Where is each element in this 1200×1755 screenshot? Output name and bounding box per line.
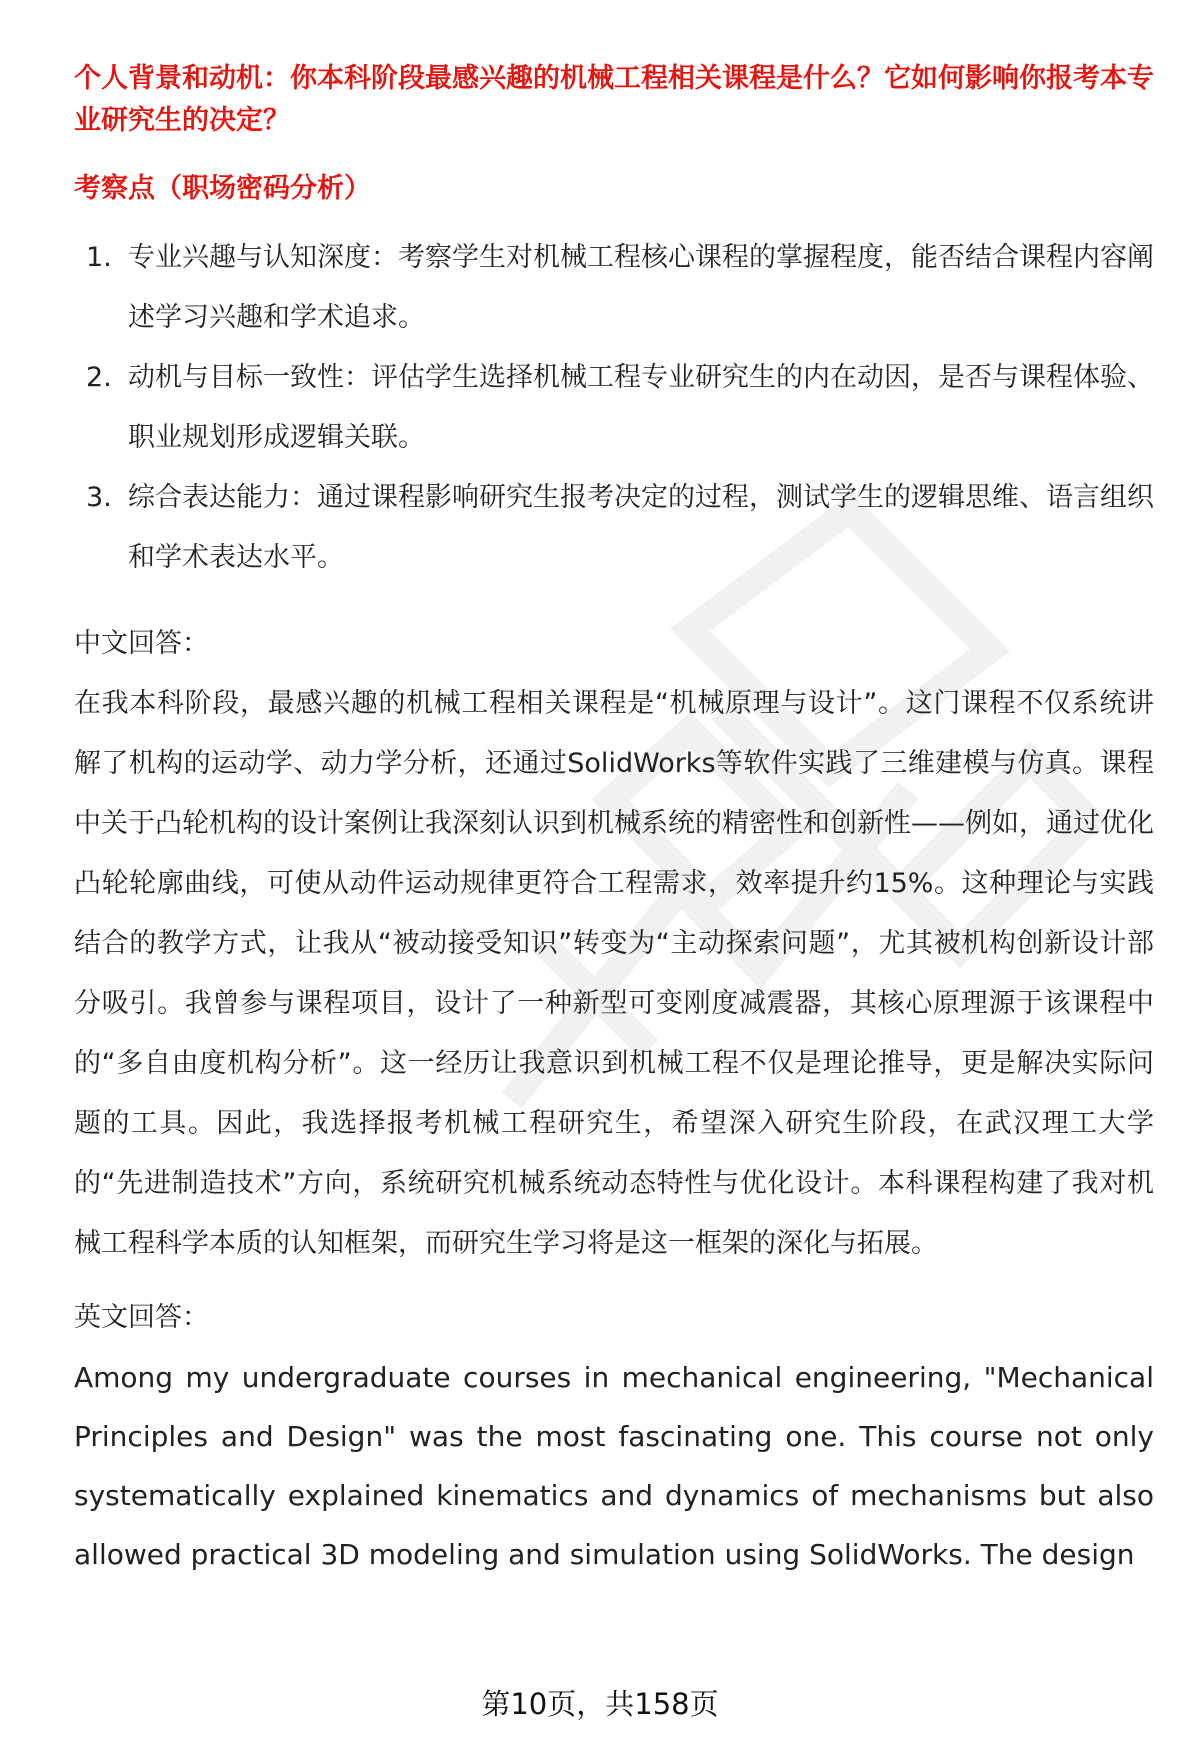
question-heading: 个人背景和动机：你本科阶段最感兴趣的机械工程相关课程是什么？它如何影响你报考本专业研究生的决定？ xyxy=(74,63,1154,136)
list-item xyxy=(74,348,1154,468)
page-number-footer: 第10页，共158页 xyxy=(481,1687,719,1721)
list-item xyxy=(74,228,1154,348)
list-item-text: 动机与目标一致性：评估学生选择机械工程专业研究生的内在动因，是否与课程体验、职业规划形成逻辑关联。 xyxy=(128,362,1154,453)
list-item xyxy=(74,468,1154,588)
english-answer-label: 英文回答： xyxy=(74,1302,209,1333)
list-item-number: 1. xyxy=(86,242,112,273)
list-item-number: 2. xyxy=(86,362,112,393)
chinese-answer-text: 在我本科阶段，最感兴趣的机械工程相关课程是“机械原理与设计”。这门课程不仅系统讲解了机构的运动学、动力学分析，还通过SolidWorks等软件实践了三维建模与仿真。课程中关于凸轮机构的设计案例让我深刻认识到机械系统的精密性和创新性——例如，通过优化凸轮轮廓曲线，可使从动件运动规律更符合工程需求，效率提升约15%。这种理论与实践结合的教学方式，让我从“被动接受知识”转变为“主动探索问题”，尤其被机构创新设计部分吸引。我曾参与课程项目，设计了一种新型可变刚度减震器，其核心原理源于该课程中的“多自由度机构分析”。这一经历让我意识到机械工程不仅是理论推导，更是解决实际问题的工具。因此，我选择报考机械工程研究生，希望深入研究生阶段，在武汉理工大学的“先进制造技术”方向，系统研究机械系统动态特性与优化设计。本科课程构建了我对机械工程科学本质的认知框架，而研究生学习将是这一框架的深化与拓展。 xyxy=(74,688,1154,1259)
english-answer-text: Among my undergraduate courses in mechanical engineering, "Mechanical Principles and Design" was the most fascinating one. This course not only systematically explained kinematics and dynamics of mechanisms but also allowed practical 3D modeling and simulation using SolidWorks. The design xyxy=(74,1361,1154,1571)
list-item-text: 专业兴趣与认知深度：考察学生对机械工程核心课程的掌握程度，能否结合课程内容阐述学习兴趣和学术追求。 xyxy=(128,242,1154,333)
list-item-text: 综合表达能力：通过课程影响研究生报考决定的过程，测试学生的逻辑思维、语言组织和学术表达水平。 xyxy=(128,482,1154,573)
section-title: 考察点（职场密码分析） xyxy=(74,173,371,204)
document-content xyxy=(74,58,1154,1584)
list-item-number: 3. xyxy=(86,482,112,513)
chinese-answer-label: 中文回答： xyxy=(74,628,209,659)
assessment-points-list xyxy=(74,228,1154,588)
